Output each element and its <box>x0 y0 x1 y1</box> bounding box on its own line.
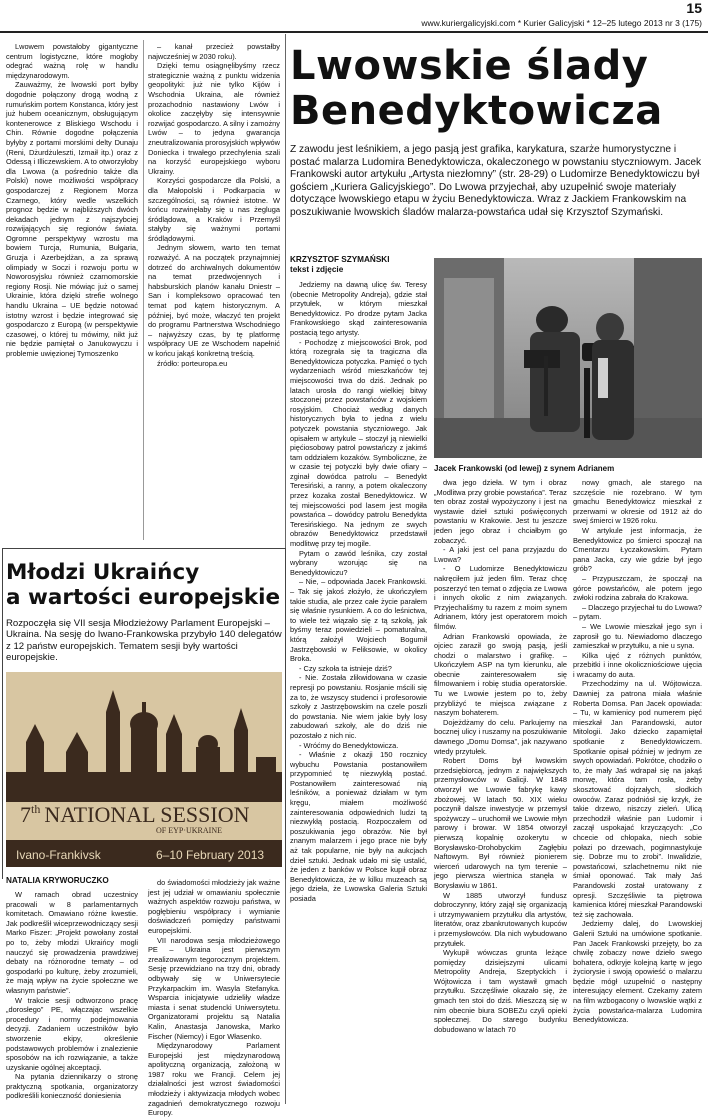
paragraph: - Pochodzę z miejscowości Brok, pod którą rozegrała się ta tragiczna dla Benedyktowicza potyczka. Pamięć o tych wydarzeniach wśród mieszkańców tej miejscowości trwa do dziś. Jednak po latach urosła do rangi wielkiej bitwy stoczonej przez powstańców z wojskiem rosyjskim. Chociaż według danych historycznych była to jedna z wielu potyczek powstania styczniowego. Jak opisałem w artykule – stoczył ją niewielki pięćiosobowy patrol powstańczy z jakimś tam oddziałem kozaków. Symboliczne, że w czasie tej potyczki były dwie ofiary – zginał dowódca patrolu – Benedykt Teresiński, a ranny, a potem okaleczony przez kozaka został Benedyktowicz. W tej miejscowości pod lasem jest mogiła powstańca – dowódcy patrolu Benedykta Teresińskiego. Na jednym ze swych obrazów Benedyktowicz przedstawił modlitwę przy tej mogile. <box>290 337 427 549</box>
poster-graphic <box>6 672 282 867</box>
paragraph: Lwowem powstałoby gigantyczne centrum logistyczne, które mogłoby odegrać ważną rolę w handlu międzynarodowym. <box>6 42 138 80</box>
paragraph: źródło: porteuropa.eu <box>157 358 228 368</box>
column-divider <box>143 40 144 540</box>
lead-article-col3 <box>573 478 702 1102</box>
paragraph: – We Lwowie mieszkał jego syn i zaprosił go tu. Niewiadomo dlaczego zamieszkał w przytułku, a nie u syna. <box>573 621 702 651</box>
poster-session-suffix: th <box>31 802 41 816</box>
second-article-col2 <box>148 878 280 1118</box>
paragraph: Pytam o zawód leśnika, czy został wybrany wzorując się na Benedyktowiczu? <box>290 548 427 577</box>
paragraph: Jedziemy na dawną ulicę św. Teresy (obecnie Metropolity Andreja), gdzie stał przytułek, w którym mieszkał Benedyktowicz. Po drodze pytam Jacka Frankowskiego skąd zainteresowania postacią tego artysty. <box>290 280 427 337</box>
photo-graphic <box>434 258 702 458</box>
page-header: www.kuriergalicyjski.com * Kurier Galicyjski * 12–25 lutego 2013 nr 3 (175) <box>421 18 702 28</box>
paragraph: – kanał przecież powstałby najwcześniej w 2030 roku). <box>148 42 280 61</box>
second-article-title <box>6 560 282 610</box>
poster-session-title: NATIONAL SESSION <box>44 802 250 827</box>
paragraph: Wykupił wówczas grunta leżące pomiędzy dzisiejszymi ulicami Metropolity Andreja, Szeptyckich i Wójtowicza i tam wystawił gmach przytułku. Szczęśliwie okazało się, że gmach ten stoi do dziś. Mieszczą się w nim obecnie biura SOBEZu czyli opieki społecznej. Do starego budynku dobudowano w latach 70 <box>434 948 567 1034</box>
paragraph: nowy gmach, ale starego na szczęście nie rozebrano. W tym gmachu Benedyktowicz mieszkał z przerwami w okresie od 1912 aż do swej śmierci w 1926 roku. <box>573 478 702 526</box>
paragraph: Robert Doms był lwowskim przedsiębiorcą, jednym z największych przemysłowców w Galicji. W 1848 otworzył we Lwowie fabrykę kawy zbożowej. W latach 50. XIX wieku poczynił dalsze inwestycje w przemysł spożywczy – uruchomił we Lwowie młyn parowy i browar. W 1854 otworzył pierwszą kopalnię ozokerytu w Borysławsko-Drohobyckim Zagłębiu Naftowym. Był również pionierem wierceń udarowych na tym terenie – jego pierwsza wiertnica stanęła w Borysławiu w 1861. <box>434 756 567 890</box>
paragraph: - Właśnie z okazji 150 rocznicy wybuchu Powstania postanowiłem przypomnieć tę niezwykłą postać. Postanowiłem zainteresować nią leśników, a ponieważ działam w tym kręgu, miałem możliwość zainteresowania odpowiednich ludzi tą niezwykłą postacią. Rozpoczałem od poszukiwania jego obrazów. Nie był znanym malarzem i jego prace nie były aż tak popularne, nie były na aukcjach dzieł sztuki. Jednak udało mi się ustalić, że jeden z banków w Polsce kupił obraz Benedyktowicza, że w kilku muzeach są jego dzieła, że Lwowska Galeria Sztuki posiada <box>290 750 427 903</box>
second-title-line1: Młodzi Ukraińcy <box>6 560 200 585</box>
article-lead: Z zawodu jest leśnikiem, a jego pasją jest grafika, karykatura, szarże humorystyczne i postać malarza Ludomira Benedyktowicza, okaleczonego w powstaniu styczniowym. Jacek Frankowski autor artykułu „Artysta niezłomny” (str. 28-29) o Ludomirze Benedyktowiczu był gościem „Kuriera Galicyjskiego”. Do Lwowa przyjechał, aby uzupełnić swoje materiały dotyczące lwowskiego etapu w życiu Benedyktowicza. Wraz z Jackiem Frankowskim na poszukiwanie lwowskich śladów malarza-powstańca udał się Krzysztof Szymański. <box>290 144 702 218</box>
paragraph: Na pytania dziennikarzy o stronę praktyczną spotkania, organizatorzy podkreślili konieczność doniesienia <box>6 1072 138 1101</box>
paragraph: – Przypuszczam, że spoczął na górce powstańców, ale potem jego zwłoki rodzina zabrała do Krakowa. <box>573 573 702 603</box>
paragraph: Adrian Frankowski opowiada, że ojciec zaraził go swoją pasją, jeśli chodzi o malarstwo i grafikę. – Ukończyłem ASP na tym kierunku, ale obecnie zainteresowałem się filmowaniem i robię studia operatorskie. Tu we Lwowie jestem po to, żeby przybliżyć te miejsca związane z naszym bohaterem. <box>434 631 567 718</box>
svg-text:7thNATIONAL SESSION <box>20 802 250 827</box>
paragraph: – Dlaczego przyjechał tu do Lwowa? – pytam. <box>573 602 702 622</box>
top-left-col1 <box>6 42 138 540</box>
paragraph: Korzyści gospodarcze dla Polski, a dla Małopolski i Podkarpacia w szczególności, są również istotne. W końcu rozwinęłaby się u nas żegluga śródlądowa, a Kraków i Przemyśl stałyby się ważnymi portami śródlądowymi. <box>148 176 280 243</box>
page-number: 15 <box>686 0 702 16</box>
lead-article-col1 <box>290 280 427 1102</box>
paragraph: Dzięki temu osiągnęlibyśmy rzecz strategicznie ważną z punktu widzenia geopolityki: już nie tylko Kijów i Wschodnia Ukraina, ale również prozachodnio nastawiony Lwów i okolice zaczęłyby się intensywnie rozwijać gospodarczo. A silny i zamożny Lwów – to jedyna gwarancja zneutralizowania prorosyjskich wpływów Doniecka i trwałego przechylenia szali na korzyść europejskiego wyboru Ukrainy. <box>148 61 280 176</box>
paragraph: - Czy szkoła ta istnieje dziś? <box>299 663 392 673</box>
paragraph: Dojeżdżamy do celu. Parkujemy na bocznej ulicy i ruszamy na poszukiwanie dawnego „Domu Domsa”, jak nazywano wtedy przytułek. <box>434 717 567 756</box>
paragraph: - O Ludomirze Benedyktowiczu nakręciłem już jeden film. Teraz chcę poszerzyć ten temat o zdjęcia ze Lwowa i innych okolic z nim związanych. Przyjechaliśmy tu razem z moim synem Adrianem, który jest operatorem moich filmów. <box>434 564 567 631</box>
second-title-line2: a wartości europejskie <box>6 585 281 610</box>
paragraph: do świadomości młodzieży jak ważne jest jej udział w omawianiu społecznie ważnych aspektów rozwoju państwa, w pogłębieniu współpracy i wymianie doświadczeń pomiędzy państwami europejskimi. <box>148 878 280 935</box>
paragraph: Kilka ujęć z różnych punktów, przebitki i inne okoliczniościowe ujęcia i wracamy do auta. <box>573 650 702 679</box>
paragraph: VII narodowa sesja młodzieżowego PE – Ukraina jest pierwszym zrealizowanym tegorocznym projektem. Sesję przewidziano na trzy dni, obrady odbywały się w Uniwersytecie Przykarpackim im. Wasyla Stefanyka. Wsparcia inicjatywie udzieliły władze miasta i senat studencki Uniwersytetu. Organizatorami projektu są Natalia Kalin, Anastasja Janowska, Marko Fischer (Niemcy) i Egor Własenko. <box>148 935 280 1041</box>
second-article-lead: Rozpoczęła się VII sesja Młodzieżowy Parlament Europejski – Ukraina. Na sesję do Iwano-Frankowska przybyło 140 delegatów z 12 państw europejskich. Tematem sesji były wartości europejskie. <box>6 618 282 663</box>
article-title-line1: Lwowskie ślady <box>290 43 649 89</box>
paragraph: Jednym słowem, warto ten temat rozważyć. A na początek przynajmniej dotrzeć do archiwalnych dokumentów na temat przedwojennych i habsburskich planów kanału Dniestr – San i kompleksowo opracować ten temat pod kątem historycznym. A później, być może, właczyć ten projekt do programu Partnerstwa Wschodniego – najwyższy czas, by tę platformę współpracy UE ze Wschodem napełnić w końcu jakąś konkretną treścią. <box>148 243 280 358</box>
top-left-col2 <box>148 42 280 540</box>
poster-session-subtitle: OF EYP·UKRAINE <box>156 826 222 835</box>
paragraph: – Nie, – odpowiada Jacek Frankowski. – Tak się jakoś złożyło, że ukończyłem takie studia, ale przez całe życie parałem się właśnie rysunkiem. A co do leśnictwa, to wiele też wiązało się z tą szkołą, jak byśmy teraz powiedzieli – pomaturalna, którą założył Wojciech Bogumił Jastrzębowski w Feliksowie, w okolicy Broka. <box>290 577 427 664</box>
paragraph: W ramach obrad uczestnicy pracowali w 8 parlamentarnych komitetach. Omawiano różne kwestie. Jak podkreślił wiceprzewodniczący sesji Marko Fiszer: „Projekt powołany został po to, żeby młodzi Ukraińcy mogli nauczyć się prowadzenia prawdziwej debaty na różnorodne tematy – od gospodarki po kulturę, żeby zrozumieli, że mają wpływ na życie społeczne we własnym państwie”. <box>6 890 138 995</box>
paragraph: W trakcie sesji odtworzono pracę „dorosłego” PE, włączając wszelkie procedury i normy podejmowania decyzji. Zadaniem uczestników było stworzenie ekipy, określenie podstawowych problemów i znalezienie sposobów na ich rozwiązanie, a także uzyskanie ogólnej akceptacji. <box>6 995 138 1072</box>
paragraph: W 1885 utworzył fundusz dobroczynny, który zajął się organizacją i utrzymywaniem przytułku dla artystów, literatów, oraz zbankrutowanych kupców i przemysłowców. Dla nich wybudowano przytułek. <box>434 890 567 948</box>
poster-session-number: 7 <box>20 802 31 827</box>
byline-role: tekst i zdjęcie <box>290 265 344 274</box>
article-title <box>290 44 702 134</box>
article-photo <box>434 258 702 458</box>
article-byline <box>290 255 389 275</box>
article-title-line2: Benedyktowicza <box>290 88 663 134</box>
header-rule <box>0 31 708 33</box>
poster-city: Ivano-Frankivsk <box>16 848 101 862</box>
paragraph: - Nie. Została zlikwidowana w czasie represji po powstaniu. Rosjanie mścili się za to, że wszyscy studenci i profesorowie szkoły z Jastrzębowskim na czele poszli do powstania. Nie wiem jakie były losy zabudowań szkoły, ale do dziś nie pozostało z nich nic. <box>290 673 427 740</box>
session-poster <box>6 672 282 867</box>
paragraph: W artykule jest informacja, że Benedyktowicz po śmierci spoczął na Cmentarzu Łyczakowskim. Pytam pana Jacka, czy wie gdzie był jego grób? <box>573 525 702 574</box>
paragraph: Jedziemy dalej, do Lwowskiej Galerii Sztuki na umówione spotkanie. Pan Jacek Frankowski przejęty, bo za chwilę zobaczy nowe dzieło swego bohatera, odkryje kolejną kartę w jego życiorysie i swoją opowieść o malarzu będzie mógł uzupełnić o następny interesujący element. Czekamy zatem na film wzbogacony o lwowskie wątki z życia powstańca-malarza Ludomira Benedyktowicza. <box>573 919 702 1025</box>
lead-article-col2 <box>434 478 567 1102</box>
paragraph: - Wróćmy do Benedyktowicza. <box>299 740 399 750</box>
byline-name: KRZYSZTOF SZYMAŃSKI <box>290 255 390 264</box>
paragraph: Zauważmy, że lwowski port byłby dogodnie połączony drogą wodną z rumuńskim portem Konstanca, który jest już hubem oceanicznym, obsługującym kontenerowce z Bliskiego Wschodu i Chin. Równie dogodne połączenia byłyby z portami morskimi delty Dunaju (Reni, Dżurdżuleszti, Izmaił itp.) oraz z Odessą i Illiczewskiem. A to otworzyłoby dla Lwowa (a pośrednio także dla Polski) nowe możliwości współpracy gospodarczej z Regionem Morza Czarnego, który wedle wszelkich prognoz będzie w najbliższych dwóch dekadach jednym z najszybciej rozwijających się regionów świata. Ogromne perspektywy wzrostu ma bowiem Turcja, Rumunia, Bułgaria, Gruzja i Azerbejdżan, a za sprawą olimpiady w Soczi i rozwoju portu w Noworosyjsku również czarnomorskie regiony Rosji. Nie mówiąc już o samej Ukrainie, która dzięki strefie wolnego handlu Ukraina – UE będzie notować istotny wzrost i będzie integrować się gospodarczo z Europą (w perspektywie czasowej, o której tu mówimy, nikt już nie będzie pamiętał o Janukowyczu i problemie uwięzionej Tymoszenko <box>6 80 138 358</box>
second-article-byline: NATALIA KRYWORUCZKO <box>6 876 109 885</box>
paragraph: - A jaki jest cel pana przyjazdu do Lwowa? <box>434 545 567 564</box>
paragraph: dwa jego dzieła. W tym i obraz „Modlitwa przy grobie powstańca”. Teraz ten obraz został wypożyczony i jest na wystawie dzieł sztuki poświęconych powstaniu w Krakowie. Jest tu jeszcze jeden jego obraz i chciałbym go zobaczyć. <box>434 478 567 545</box>
photo-caption: Jacek Frankowski (od lewej) z synem Adrianem <box>434 464 615 473</box>
second-article-col1 <box>6 890 138 1102</box>
paragraph: Międzynarodowy Parlament Europejski jest międzynarodową apolityczną organizacją, założoną w 1987 roku we Francji. Celem jej działalności jest wzrost świadomości młodzieży i aktywizacja młodych wobec zagadnień demokratycznego rozwoju Europy. <box>148 1041 280 1118</box>
poster-dates: 6–10 February 2013 <box>156 848 265 862</box>
paragraph: Przechodzimy na ul. Wójtowicza. Dawniej za patrona miała właśnie Roberta Domsa. Pan Jacek opowiada: – Tu, w kamienicy pod numerem pięć mieszkał Jan Parandowski, autor Mitologii. Jako dziecko zapamiętał spotkanie z Benedyktowiczem. Spotkanie opisał później w jednym ze swych opowiadań. Pokrótce, chodziło o to, że mały Jaś wdrapał się na jakąś morwę, która tam rosła, żeby skosztować dojrzałych, słodkich owoców. Zaraz podniósł się krzyk, że takie drzewo, niszczy zieleń. Ulicą przechodził właśnie pan Ludomir i zaczął uspokajać krzyczących: „Co chcecie od chłopaka, niech sobie połazi po drzewach, pogimnastykuje się. Dobrze mu to zrobi”. Inwalidzie, powstańcowi, szlachetnemu nikt nie śmiał oponować. Tak mały Jaś Parandowski został uratowany z opresji. Szczęśliwie ta piętrowa kamienica której mieszkał Parandowski też się zachowała. <box>573 679 702 919</box>
